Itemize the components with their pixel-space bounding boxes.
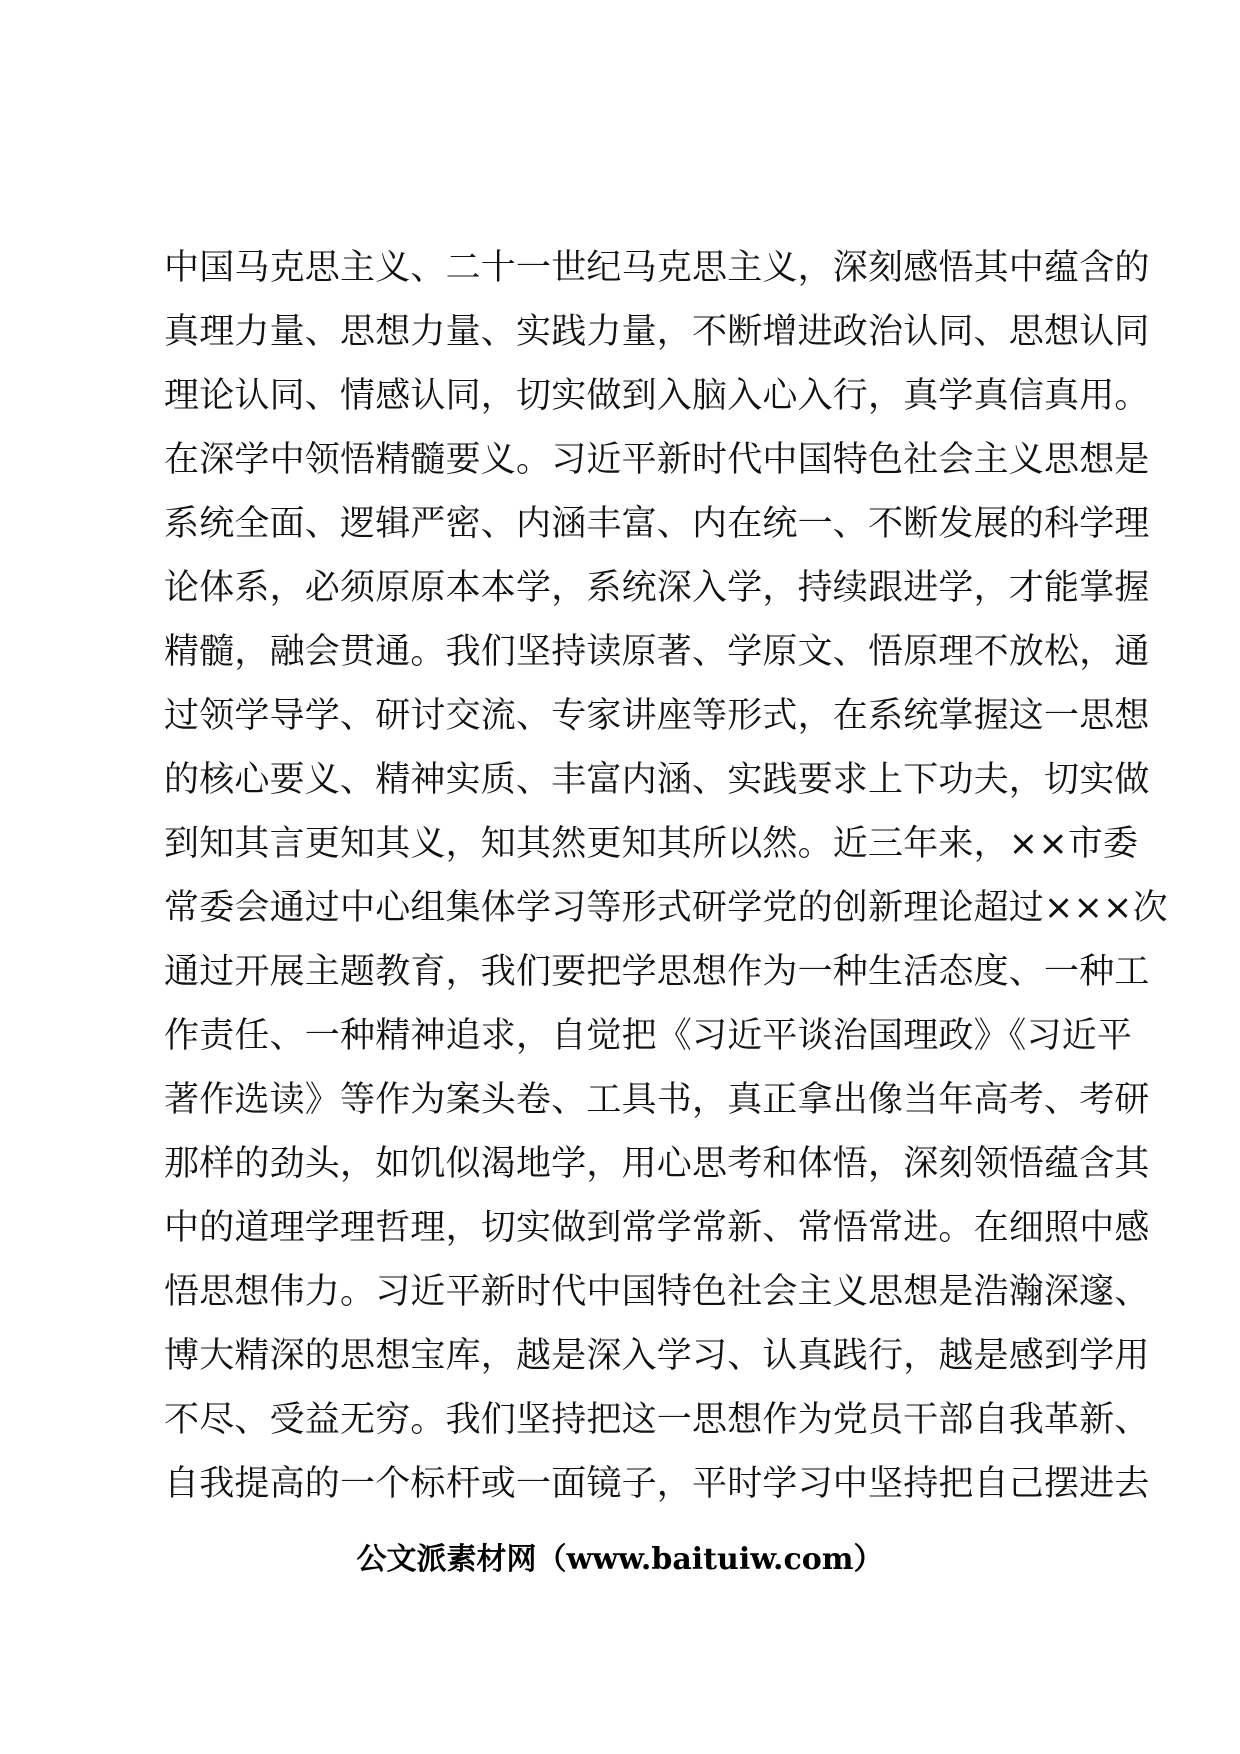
text-line: 作责任、一种精神追求，自觉把《习近平谈治国理政》《习近平 — [164, 1016, 1133, 1056]
text-line: 中国马克思主义、二十一世纪马克思主义，深刻感悟其中蕴含的 — [164, 248, 1150, 288]
text-line: 理论认同、情感认同，切实做到入脑入心入行，真学真信真用。 — [164, 376, 1150, 416]
text-line: 到知其言更知其义，知其然更知其所以然。近三年来，××市委 — [164, 824, 1139, 864]
text-line: 精髓，融会贯通。我们坚持读原著、学原文、悟原理不放松，通 — [164, 632, 1150, 672]
text-line: 在深学中领悟精髓要义。习近平新时代中国特色社会主义思想是 — [164, 440, 1150, 480]
text-line: 著作选读》等作为案头卷、工具书，真正拿出像当年高考、考研 — [164, 1080, 1150, 1120]
text-line: 过领学导学、研讨交流、专家讲座等形式，在系统掌握这一思想 — [164, 696, 1150, 736]
text-line: 自我提高的一个标杆或一面镜子，平时学习中坚持把自己摆进去 — [164, 1464, 1150, 1504]
text-line: 的核心要义、精神实质、丰富内涵、实践要求上下功夫，切实做 — [164, 760, 1150, 800]
text-line: 论体系，必须原原本本学，系统深入学，持续跟进学，才能掌握 — [164, 568, 1150, 608]
footer-watermark: 公文派素材网（www.baituiw.com） — [356, 1542, 884, 1577]
text-line: 那样的劲头，如饥似渴地学，用心思考和体悟，深刻领悟蕴含其 — [164, 1144, 1150, 1184]
text-line: 博大精深的思想宝库，越是深入学习、认真践行，越是感到学用 — [164, 1336, 1150, 1376]
text-line: 系统全面、逻辑严密、内涵丰富、内在统一、不断发展的科学理 — [164, 504, 1150, 544]
text-line: 不尽、受益无穷。我们坚持把这一思想作为党员干部自我革新、 — [164, 1400, 1150, 1440]
text-line: 悟思想伟力。习近平新时代中国特色社会主义思想是浩瀚深邃、 — [164, 1272, 1150, 1312]
text-line: 通过开展主题教育，我们要把学思想作为一种生活态度、一种工 — [164, 952, 1150, 992]
text-line: 常委会通过中心组集体学习等形式研学党的创新理论超过×××次 — [164, 888, 1168, 928]
text-line: 真理力量、思想力量、实践力量，不断增进政治认同、思想认同 — [164, 312, 1150, 352]
text-line: 中的道理学理哲理，切实做到常学常新、常悟常进。在细照中感 — [164, 1208, 1150, 1248]
body-text — [164, 236, 1168, 1516]
